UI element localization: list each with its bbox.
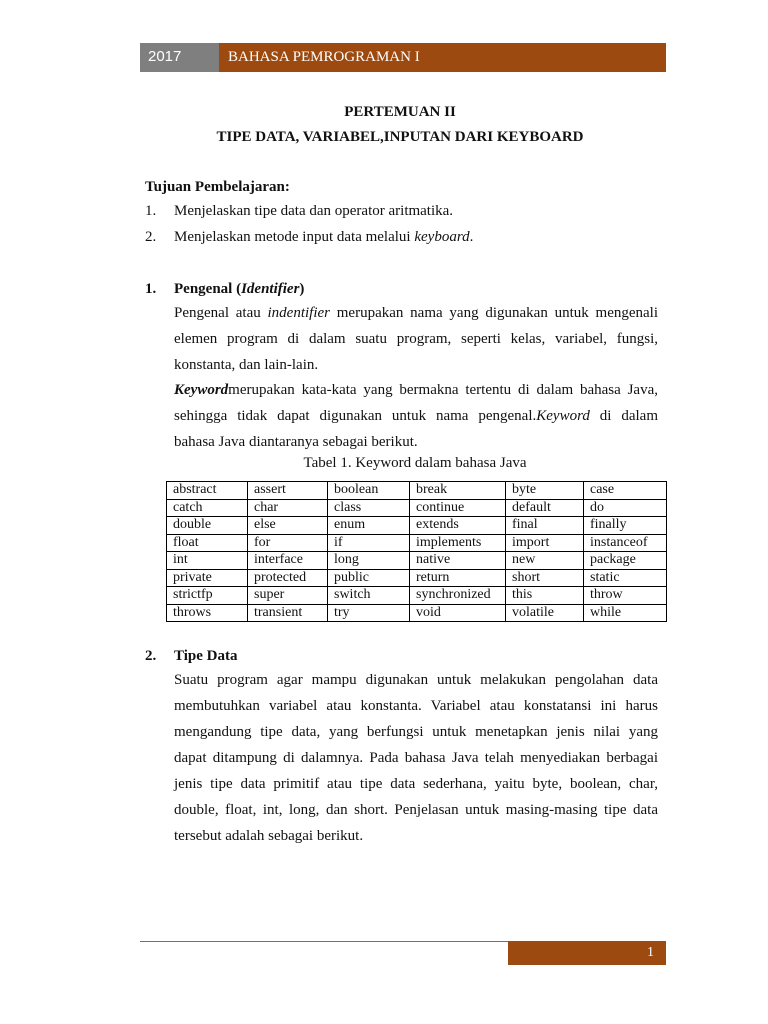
table-cell: double [167,517,248,535]
table-cell: package [584,552,667,570]
table-cell: default [506,499,584,517]
table-cell: char [248,499,328,517]
table-cell: catch [167,499,248,517]
table-cell: while [584,604,667,622]
table-cell: class [328,499,410,517]
table-cell: assert [248,482,328,500]
table-cell: boolean [328,482,410,500]
table-cell: void [410,604,506,622]
table-cell: switch [328,587,410,605]
table-cell: implements [410,534,506,552]
table-cell: transient [248,604,328,622]
topic-title: TIPE DATA, VARIABEL,INPUTAN DARI KEYBOARD [216,129,584,145]
keyword-paragraph: Keywordmerupakan kata-kata yang bermakna tertentu di dalam bahasa Java, sehingga tidak dapat digunakan untuk nama pengenal.Keyword di dalam bahasa Java diantaranya sebagai berikut. [174,382,658,450]
table-cell: static [584,569,667,587]
table-cell: else [248,517,328,535]
table-row [167,587,667,605]
table-row [167,534,667,552]
table-cell: final [506,517,584,535]
table-cell: do [584,499,667,517]
table-cell: strictfp [167,587,248,605]
table-cell: try [328,604,410,622]
table-cell: super [248,587,328,605]
table-cell: extends [410,517,506,535]
meeting-title: PERTEMUAN II [344,104,456,120]
objective-number: 1. [145,203,157,219]
table-cell: if [328,534,410,552]
objective-number: 2. [145,229,157,245]
table-caption: Tabel 1. Keyword dalam bahasa Java [303,455,527,471]
header-course-title: BAHASA PEMROGRAMAN I [219,43,666,72]
table-row [167,517,667,535]
section-number: 1. [145,281,157,297]
table-cell: public [328,569,410,587]
table-cell: throw [584,587,667,605]
table-row [167,569,667,587]
table-cell: instanceof [584,534,667,552]
section-heading: Tipe Data [174,648,238,664]
table-cell: throws [167,604,248,622]
table-cell: private [167,569,248,587]
table-cell: finally [584,517,667,535]
table-cell: long [328,552,410,570]
table-cell: this [506,587,584,605]
table-cell: abstract [167,482,248,500]
table-cell: import [506,534,584,552]
table-cell: byte [506,482,584,500]
section-number: 2. [145,648,157,664]
table-cell: synchronized [410,587,506,605]
table-row [167,482,667,500]
objectives-heading: Tujuan Pembelajaran: [145,179,290,195]
table-cell: native [410,552,506,570]
table-cell: interface [248,552,328,570]
table-row [167,552,667,570]
table-cell: new [506,552,584,570]
table-cell: break [410,482,506,500]
objective-item: Menjelaskan tipe data dan operator aritmatika. [174,203,454,219]
table-cell: short [506,569,584,587]
page-number: 1 [508,941,666,965]
table-cell: volatile [506,604,584,622]
table-cell: protected [248,569,328,587]
identifier-paragraph: Pengenal atau indentifier merupakan nama yang digunakan untuk mengenali elemen program di dalam suatu program, seperti kelas, variabel, fungsi, konstanta, dan lain-lain. [174,305,658,373]
section-heading: Pengenal (Identifier) [174,281,305,297]
table-cell: for [248,534,328,552]
footer-divider [140,941,509,942]
keyword-table [166,481,667,622]
table-cell: continue [410,499,506,517]
table-cell: enum [328,517,410,535]
objective-item: Menjelaskan metode input data melalui keyboard. [174,229,474,245]
table-cell: case [584,482,667,500]
table-cell: return [410,569,506,587]
table-cell: int [167,552,248,570]
data-type-paragraph: Suatu program agar mampu digunakan untuk melakukan pengolahan data membutuhkan variabel atau konstanta. Variabel atau konstatansi ini harus mengandung tipe data, yang berfungsi untuk menetapkan jenis nilai yang dapat ditampung di dalamnya. Pada bahasa Java telah menyediakan berbagai jenis tipe data primitif atau tipe data sederhana, yaitu byte, boolean, char, double, float, int, long, dan short. Penjelasan untuk masing-masing tipe data tersebut adalah sebagai berikut. [174,672,658,844]
table-row [167,604,667,622]
header-year: 2017 [140,43,219,72]
table-row [167,499,667,517]
table-cell: float [167,534,248,552]
